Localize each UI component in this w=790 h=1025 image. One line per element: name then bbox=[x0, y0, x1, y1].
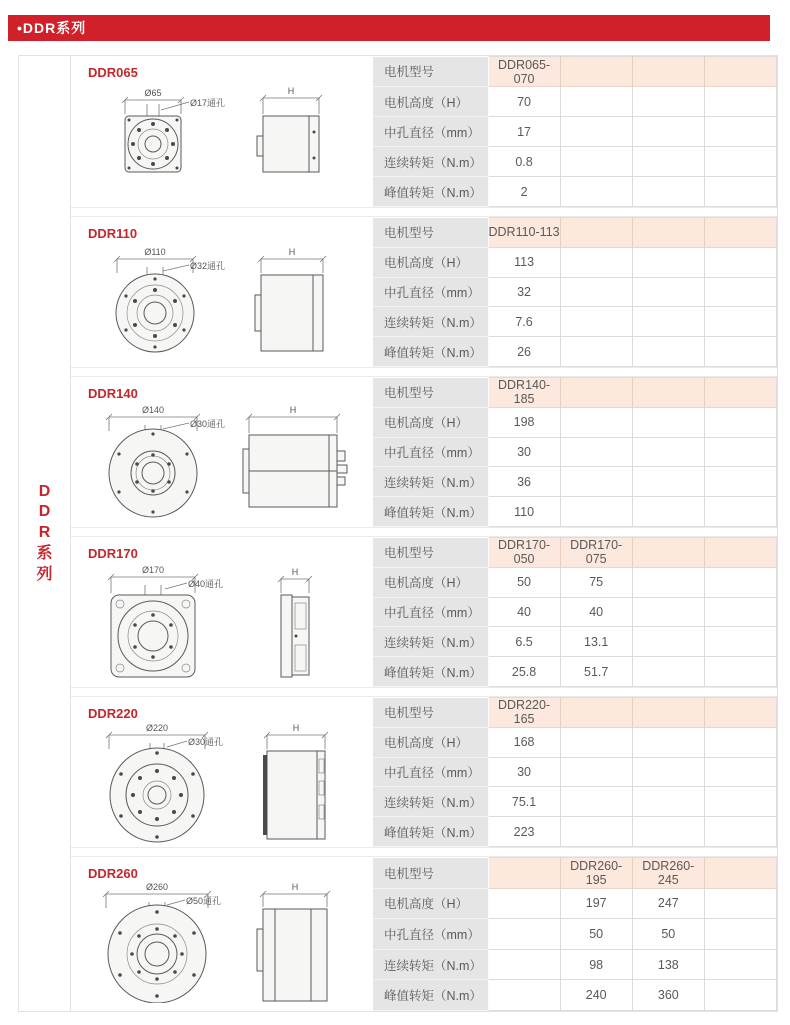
table-row bbox=[373, 277, 777, 307]
section-ddr260 bbox=[71, 856, 777, 1011]
cell-value bbox=[704, 147, 776, 177]
cell-value: 110 bbox=[488, 497, 560, 527]
table-row bbox=[373, 307, 777, 337]
diameter-label: Ø260 bbox=[145, 882, 169, 892]
cell-value bbox=[632, 177, 704, 207]
page-title: •DDR系列 bbox=[17, 20, 87, 36]
cell-model bbox=[704, 218, 776, 248]
sections-column bbox=[71, 56, 777, 1011]
drawing-ddr065 bbox=[71, 56, 373, 207]
row-label: 中孔直径（mm） bbox=[373, 919, 488, 950]
row-label: 峰值转矩（N.m） bbox=[373, 177, 488, 207]
section-ddr065 bbox=[71, 56, 777, 208]
technical-drawing bbox=[83, 561, 363, 683]
hole-label: Ø40通孔 bbox=[188, 579, 224, 589]
cell-value bbox=[704, 307, 776, 337]
diameter-label: Ø65 bbox=[144, 88, 162, 98]
table-row bbox=[373, 378, 777, 408]
technical-drawing bbox=[83, 401, 363, 523]
row-label: 电机型号 bbox=[373, 378, 488, 408]
row-label: 连续转矩（N.m） bbox=[373, 787, 488, 817]
cell-value bbox=[560, 337, 632, 367]
cell-value bbox=[704, 888, 776, 919]
section-ddr170 bbox=[71, 536, 777, 688]
cell-value bbox=[704, 657, 776, 687]
cell-value bbox=[488, 888, 560, 919]
section-ddr220 bbox=[71, 696, 777, 848]
row-label: 电机高度（H） bbox=[373, 407, 488, 437]
row-label: 电机型号 bbox=[373, 858, 488, 889]
height-label: H bbox=[288, 247, 296, 257]
cell-value bbox=[560, 787, 632, 817]
cell-value: 98 bbox=[560, 949, 632, 980]
table-row bbox=[373, 858, 777, 889]
cell-value bbox=[560, 117, 632, 147]
table-row bbox=[373, 177, 777, 207]
cell-value: 17 bbox=[488, 117, 560, 147]
cell-value: 197 bbox=[560, 888, 632, 919]
table-row bbox=[373, 87, 777, 117]
cell-value bbox=[704, 437, 776, 467]
section-title: DDR140 bbox=[88, 386, 138, 401]
cell-value bbox=[704, 117, 776, 147]
cell-value: 51.7 bbox=[560, 657, 632, 687]
side-letter: D bbox=[38, 503, 51, 521]
cell-value bbox=[704, 247, 776, 277]
cell-value bbox=[560, 467, 632, 497]
row-label: 连续转矩（N.m） bbox=[373, 627, 488, 657]
section-title: DDR220 bbox=[88, 706, 138, 721]
drawing-ddr170 bbox=[71, 537, 373, 687]
height-label: H bbox=[291, 567, 299, 577]
cell-value bbox=[632, 657, 704, 687]
cell-value bbox=[632, 787, 704, 817]
cell-value bbox=[560, 757, 632, 787]
section-title: DDR260 bbox=[88, 866, 138, 881]
row-label: 电机型号 bbox=[373, 218, 488, 248]
cell-value: 40 bbox=[488, 597, 560, 627]
hole-label: Ø30通孔 bbox=[190, 419, 226, 429]
table-row bbox=[373, 727, 777, 757]
cell-model bbox=[560, 57, 632, 87]
cell-value: 32 bbox=[488, 277, 560, 307]
table-row bbox=[373, 538, 777, 568]
section-ddr110 bbox=[71, 216, 777, 368]
cell-model: DDR260-245 bbox=[632, 858, 704, 889]
cell-model bbox=[704, 57, 776, 87]
cell-model bbox=[632, 57, 704, 87]
cell-value: 50 bbox=[488, 567, 560, 597]
cell-value bbox=[560, 147, 632, 177]
drawing-ddr110 bbox=[71, 217, 373, 367]
cell-value: 75 bbox=[560, 567, 632, 597]
cell-model bbox=[632, 538, 704, 568]
cell-value bbox=[632, 87, 704, 117]
cell-value bbox=[632, 467, 704, 497]
table-row bbox=[373, 597, 777, 627]
table-row bbox=[373, 980, 777, 1011]
cell-value bbox=[560, 87, 632, 117]
cell-value bbox=[632, 307, 704, 337]
table-row bbox=[373, 407, 777, 437]
height-label: H bbox=[291, 882, 299, 892]
cell-model bbox=[560, 218, 632, 248]
table-row bbox=[373, 497, 777, 527]
cell-value bbox=[704, 919, 776, 950]
cell-value bbox=[704, 597, 776, 627]
table-row bbox=[373, 147, 777, 177]
table-row bbox=[373, 698, 777, 728]
cell-value bbox=[632, 247, 704, 277]
table-row bbox=[373, 657, 777, 687]
cell-value bbox=[632, 497, 704, 527]
cell-model bbox=[632, 378, 704, 408]
cell-value: 223 bbox=[488, 817, 560, 847]
table-row bbox=[373, 787, 777, 817]
cell-model: DDR065-070 bbox=[488, 57, 560, 87]
cell-value: 50 bbox=[632, 919, 704, 950]
cell-model bbox=[488, 858, 560, 889]
cell-model bbox=[560, 378, 632, 408]
table-row bbox=[373, 57, 777, 87]
row-label: 中孔直径（mm） bbox=[373, 597, 488, 627]
cell-value: 30 bbox=[488, 757, 560, 787]
row-label: 电机高度（H） bbox=[373, 567, 488, 597]
hole-label: Ø30通孔 bbox=[188, 737, 224, 747]
cell-value bbox=[560, 437, 632, 467]
table-row bbox=[373, 949, 777, 980]
row-label: 电机型号 bbox=[373, 698, 488, 728]
cell-value bbox=[704, 817, 776, 847]
cell-value bbox=[704, 407, 776, 437]
spec-table-ddr110 bbox=[373, 217, 777, 367]
cell-value: 247 bbox=[632, 888, 704, 919]
cell-value bbox=[632, 817, 704, 847]
cell-model: DDR110-113 bbox=[488, 218, 560, 248]
height-label: H bbox=[289, 405, 297, 415]
row-label: 中孔直径（mm） bbox=[373, 117, 488, 147]
cell-value bbox=[632, 337, 704, 367]
technical-drawing bbox=[83, 241, 363, 363]
cell-value bbox=[704, 627, 776, 657]
cell-value bbox=[632, 147, 704, 177]
cell-value: 7.6 bbox=[488, 307, 560, 337]
table-row bbox=[373, 437, 777, 467]
cell-value bbox=[488, 919, 560, 950]
table-row bbox=[373, 117, 777, 147]
cell-value: 30 bbox=[488, 437, 560, 467]
table-row bbox=[373, 337, 777, 367]
row-label: 连续转矩（N.m） bbox=[373, 307, 488, 337]
cell-model bbox=[704, 538, 776, 568]
cell-value bbox=[560, 247, 632, 277]
cell-value bbox=[704, 727, 776, 757]
row-label: 电机高度（H） bbox=[373, 87, 488, 117]
row-label: 峰值转矩（N.m） bbox=[373, 980, 488, 1011]
cell-value: 0.8 bbox=[488, 147, 560, 177]
cell-model: DDR170-075 bbox=[560, 538, 632, 568]
cell-model bbox=[704, 858, 776, 889]
cell-value: 36 bbox=[488, 467, 560, 497]
hole-label: Ø32通孔 bbox=[190, 261, 226, 271]
cell-value bbox=[560, 307, 632, 337]
cell-value: 75.1 bbox=[488, 787, 560, 817]
height-label: H bbox=[287, 86, 295, 96]
cell-value bbox=[704, 757, 776, 787]
table-row bbox=[373, 247, 777, 277]
cell-model bbox=[560, 698, 632, 728]
section-title: DDR170 bbox=[88, 546, 138, 561]
cell-value bbox=[704, 949, 776, 980]
section-title: DDR065 bbox=[88, 65, 138, 80]
technical-drawing bbox=[83, 80, 363, 202]
cell-model: DDR260-195 bbox=[560, 858, 632, 889]
table-row bbox=[373, 218, 777, 248]
cell-value bbox=[632, 407, 704, 437]
row-label: 峰值转矩（N.m） bbox=[373, 657, 488, 687]
cell-value bbox=[704, 980, 776, 1011]
cell-value bbox=[560, 497, 632, 527]
cell-value bbox=[704, 87, 776, 117]
cell-model: DDR170-050 bbox=[488, 538, 560, 568]
catalog-body bbox=[18, 55, 778, 1012]
cell-value: 70 bbox=[488, 87, 560, 117]
cell-value: 40 bbox=[560, 597, 632, 627]
row-label: 连续转矩（N.m） bbox=[373, 467, 488, 497]
table-row bbox=[373, 467, 777, 497]
cell-value: 113 bbox=[488, 247, 560, 277]
cell-value bbox=[704, 337, 776, 367]
cell-model bbox=[704, 698, 776, 728]
row-label: 电机高度（H） bbox=[373, 727, 488, 757]
height-label: H bbox=[292, 723, 300, 733]
drawing-ddr260 bbox=[71, 857, 373, 1011]
cell-value bbox=[704, 467, 776, 497]
cell-value: 198 bbox=[488, 407, 560, 437]
cell-value bbox=[560, 727, 632, 757]
cell-model bbox=[632, 698, 704, 728]
table-row bbox=[373, 627, 777, 657]
cell-value bbox=[632, 597, 704, 627]
cell-value: 360 bbox=[632, 980, 704, 1011]
row-label: 峰值转矩（N.m） bbox=[373, 497, 488, 527]
row-label: 电机型号 bbox=[373, 538, 488, 568]
drawing-ddr220 bbox=[71, 697, 373, 847]
cell-value: 2 bbox=[488, 177, 560, 207]
cell-value bbox=[632, 567, 704, 597]
cell-model bbox=[704, 378, 776, 408]
spec-table-ddr260 bbox=[373, 857, 777, 1011]
side-letter: D bbox=[38, 482, 51, 500]
row-label: 电机高度（H） bbox=[373, 247, 488, 277]
table-row bbox=[373, 888, 777, 919]
row-label: 中孔直径（mm） bbox=[373, 437, 488, 467]
section-ddr140 bbox=[71, 376, 777, 528]
cell-value bbox=[632, 277, 704, 307]
cell-value bbox=[632, 757, 704, 787]
page-header-bar bbox=[8, 15, 770, 41]
drawing-ddr140 bbox=[71, 377, 373, 527]
cell-value bbox=[488, 949, 560, 980]
technical-drawing bbox=[83, 721, 363, 843]
cell-value bbox=[704, 277, 776, 307]
spec-table-ddr140 bbox=[373, 377, 777, 527]
table-row bbox=[373, 757, 777, 787]
cell-value bbox=[704, 787, 776, 817]
cell-value: 50 bbox=[560, 919, 632, 950]
cell-value bbox=[632, 727, 704, 757]
row-label: 电机型号 bbox=[373, 57, 488, 87]
cell-value bbox=[704, 497, 776, 527]
cell-value bbox=[488, 980, 560, 1011]
cell-value bbox=[632, 437, 704, 467]
cell-model: DDR140-185 bbox=[488, 378, 560, 408]
row-label: 中孔直径（mm） bbox=[373, 277, 488, 307]
spec-table-ddr065 bbox=[373, 56, 777, 207]
side-letter: 列 bbox=[36, 565, 53, 583]
side-letter: 系 bbox=[36, 544, 53, 562]
table-row bbox=[373, 567, 777, 597]
section-title: DDR110 bbox=[88, 226, 138, 241]
diameter-label: Ø170 bbox=[141, 565, 165, 575]
cell-value bbox=[560, 407, 632, 437]
diameter-label: Ø110 bbox=[144, 247, 166, 257]
cell-value bbox=[632, 117, 704, 147]
spec-table-ddr220 bbox=[373, 697, 777, 847]
row-label: 连续转矩（N.m） bbox=[373, 949, 488, 980]
cell-value bbox=[560, 817, 632, 847]
cell-value bbox=[560, 277, 632, 307]
cell-value: 138 bbox=[632, 949, 704, 980]
row-label: 峰值转矩（N.m） bbox=[373, 337, 488, 367]
row-label: 峰值转矩（N.m） bbox=[373, 817, 488, 847]
hole-label: Ø50通孔 bbox=[186, 896, 222, 906]
cell-value: 240 bbox=[560, 980, 632, 1011]
cell-value bbox=[632, 627, 704, 657]
cell-value bbox=[704, 177, 776, 207]
cell-value: 168 bbox=[488, 727, 560, 757]
table-row bbox=[373, 919, 777, 950]
side-letter: R bbox=[38, 524, 51, 542]
cell-value: 26 bbox=[488, 337, 560, 367]
hole-label: Ø17通孔 bbox=[190, 98, 226, 108]
cell-model: DDR220-165 bbox=[488, 698, 560, 728]
table-row bbox=[373, 817, 777, 847]
cell-value bbox=[704, 567, 776, 597]
technical-drawing bbox=[83, 881, 363, 1003]
spec-table-ddr170 bbox=[373, 537, 777, 687]
row-label: 中孔直径（mm） bbox=[373, 757, 488, 787]
cell-value bbox=[560, 177, 632, 207]
cell-model bbox=[632, 218, 704, 248]
row-label: 连续转矩（N.m） bbox=[373, 147, 488, 177]
cell-value: 13.1 bbox=[560, 627, 632, 657]
diameter-label: Ø220 bbox=[145, 723, 169, 733]
cell-value: 25.8 bbox=[488, 657, 560, 687]
series-side-label bbox=[19, 56, 71, 1011]
cell-value: 6.5 bbox=[488, 627, 560, 657]
diameter-label: Ø140 bbox=[141, 405, 165, 415]
row-label: 电机高度（H） bbox=[373, 888, 488, 919]
